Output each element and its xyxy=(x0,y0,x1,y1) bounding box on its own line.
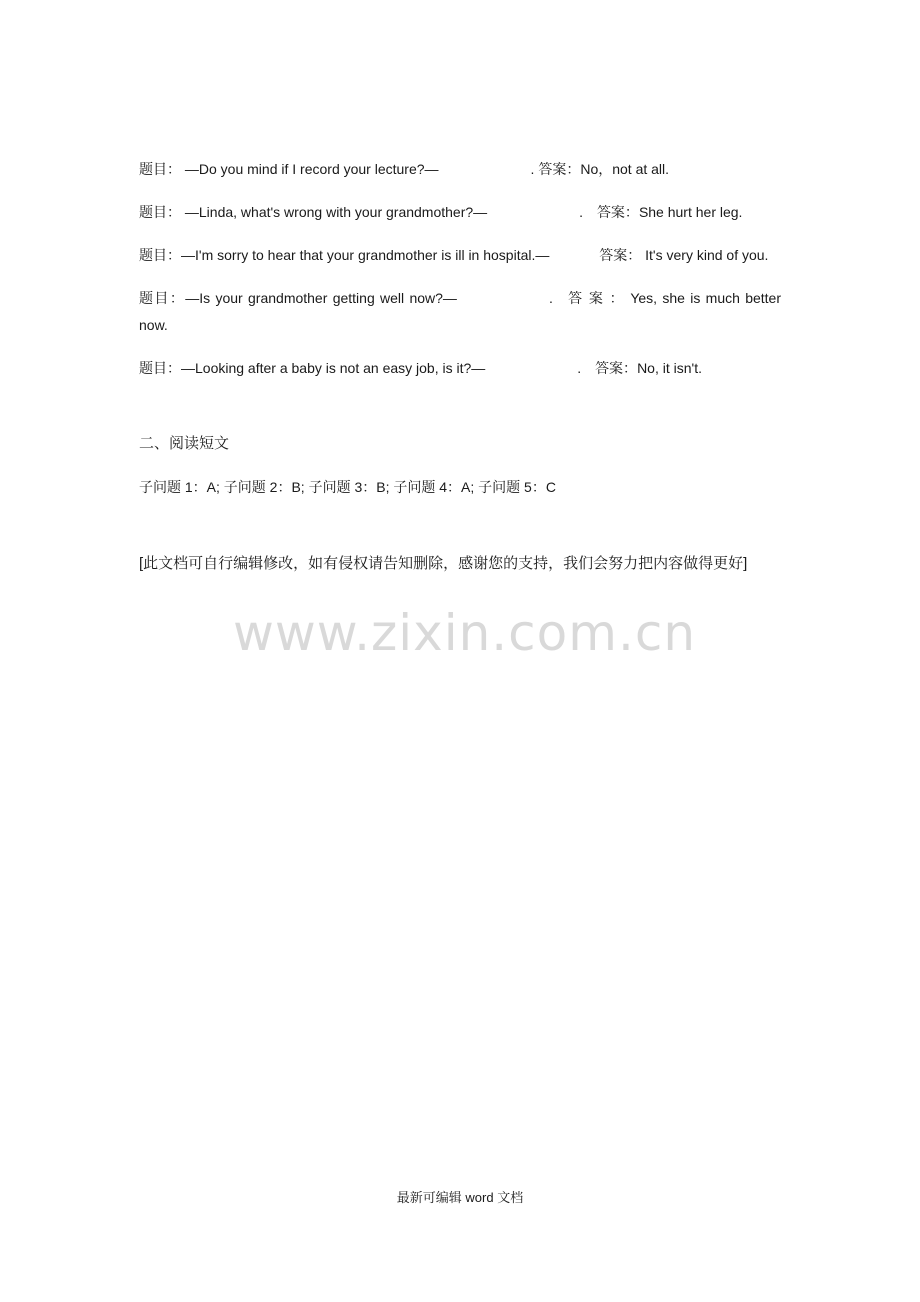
section-title: 二、阅读短文 xyxy=(139,435,230,452)
answer-text: No，not at all. xyxy=(580,161,670,177)
blank-dot: . xyxy=(579,204,584,220)
blank-dot: . xyxy=(577,360,582,376)
question-3 xyxy=(139,242,781,269)
watermark-text: www.zixin.com.cn xyxy=(233,604,697,662)
question-label: 题目： xyxy=(139,204,181,220)
answer-text: No, it isn't. xyxy=(637,360,702,376)
answer-label: 答案： xyxy=(595,360,638,376)
question-label: 题目： xyxy=(139,161,181,177)
answer-label: 答案： xyxy=(599,247,642,263)
sub-question-answers: 子问题 1：A; 子问题 2：B; 子问题 3：B; 子问题 4：A; 子问题 5：C xyxy=(139,479,556,495)
question-text: —Linda, what's wrong with your grandmother?— xyxy=(184,204,488,220)
answer-label: 答 案 ： xyxy=(568,290,626,306)
page-footer: 最新可编辑 word 文档 xyxy=(396,1190,524,1205)
answer-label: 答案： xyxy=(596,204,639,220)
question-label: 题目： xyxy=(139,247,181,263)
question-label: 题目： xyxy=(139,360,181,376)
question-label: 题目： xyxy=(139,290,186,306)
blank-dot: . xyxy=(530,161,535,177)
answer-text: She hurt her leg. xyxy=(638,204,743,220)
question-text: —I'm sorry to hear that your grandmother is ill in hospital.— xyxy=(181,247,550,263)
copyright-notice: [此文档可自行编辑修改，如有侵权请告知删除，感谢您的支持，我们会努力把内容做得更好] xyxy=(139,555,748,572)
blank-dot: . xyxy=(548,290,553,306)
question-text: —Looking after a baby is not an easy job, is it?— xyxy=(181,360,486,376)
document-content xyxy=(139,156,781,577)
question-text: —Do you mind if I record your lecture?— xyxy=(184,161,439,177)
question-4 xyxy=(139,285,781,339)
answer-text: Yes, she is much better now. xyxy=(139,290,782,333)
answer-label: 答案： xyxy=(538,161,581,177)
question-text: —Is your grandmother getting well now?— xyxy=(185,290,457,306)
answer-text: It's very kind of you. xyxy=(645,247,769,263)
question-5 xyxy=(139,355,781,382)
question-2 xyxy=(139,199,781,226)
question-1 xyxy=(139,156,781,183)
